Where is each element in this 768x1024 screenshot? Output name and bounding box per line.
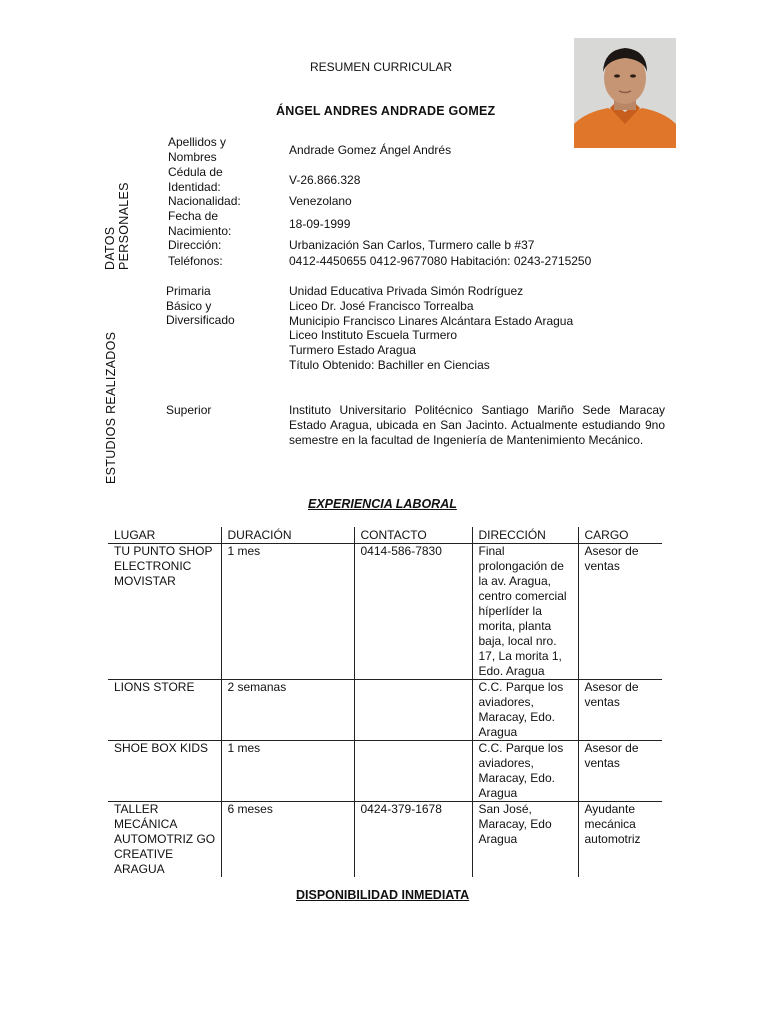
cell-address: C.C. Parque los aviadores, Maracay, Edo. Aragua	[472, 680, 578, 741]
value-birthdate: 18-09-1999	[289, 217, 351, 231]
cell-contact: 0414-586-7830	[354, 544, 472, 680]
value-address: Urbanización San Carlos, Turmero calle b #37	[289, 238, 535, 252]
cell-place: TALLER MECÁNICA AUTOMOTRIZ GO CREATIVE ARAGUA	[108, 802, 221, 878]
label-address: Dirección:	[168, 238, 222, 252]
availability-note: DISPONIBILIDAD INMEDIATA	[296, 888, 470, 902]
table-row	[108, 741, 662, 802]
header-cell: DIRECCIÓN	[472, 527, 578, 544]
experience-table	[108, 527, 662, 877]
cell-contact	[354, 680, 472, 741]
primary-line: Turmero Estado Aragua	[289, 343, 416, 358]
table-header-row	[108, 527, 662, 544]
primary-line: Liceo Dr. José Francisco Torrealba	[289, 298, 474, 313]
cell-place: LIONS STORE	[108, 680, 221, 741]
header-cell: LUGAR	[114, 528, 156, 542]
candidate-name: ÁNGEL ANDRES ANDRADE GOMEZ	[276, 104, 496, 118]
table-row	[108, 802, 662, 878]
header-cell: DURACIÓN	[221, 527, 354, 544]
value-names: Andrade Gomez Ángel Andrés	[289, 143, 452, 157]
cell-address: San José, Maracay, Edo Aragua	[472, 802, 578, 878]
cell-position: Asesor de ventas	[578, 741, 662, 802]
cell-duration: 2 semanas	[221, 680, 354, 741]
label-birthdate: Fecha de Nacimiento:	[168, 209, 232, 238]
document-title: RESUMEN CURRICULAR	[310, 60, 453, 74]
label-id: Cédula de Identidad:	[168, 165, 223, 194]
cell-address: Final prolongación de la av. Aragua, centro comercial híperlíder la morita, planta baja, local nro. 17, La morita 1, Edo. Aragua	[472, 544, 578, 680]
table-row	[108, 544, 662, 680]
cell-place: TU PUNTO SHOP ELECTRONIC MOVISTAR	[108, 544, 221, 680]
cell-duration: 1 mes	[221, 741, 354, 802]
cell-position: Asesor de ventas	[578, 544, 662, 680]
label-nationality: Nacionalidad:	[168, 194, 241, 208]
label-superior: Superior	[166, 403, 212, 417]
label-names: Apellidos y Nombres	[168, 135, 227, 164]
header-cell: CONTACTO	[354, 527, 472, 544]
primary-line: Título Obtenido: Bachiller en Ciencias	[289, 357, 490, 372]
cell-contact: 0424-379-1678	[354, 802, 472, 878]
cell-duration: 1 mes	[221, 544, 354, 680]
primary-line: Liceo Instituto Escuela Turmero	[289, 328, 458, 343]
cell-position: Ayudante mecánica automotriz	[578, 802, 662, 878]
profile-photo	[574, 38, 676, 148]
value-nationality: Venezolano	[289, 194, 352, 208]
section-label-personal: DATOS PERSONALES	[103, 182, 131, 270]
superior-studies: Instituto Universitario Politécnico Santiago Mariño Sede Maracay Estado Aragua, ubicada en San Jacinto. Actualmente estudiando 9no semestre en la facultad de Ingeniería de Mantenimiento Mecánico.	[289, 403, 665, 447]
primary-line: Unidad Educativa Privada Simón Rodríguez	[289, 284, 524, 298]
primary-studies	[289, 284, 669, 373]
value-id: V-26.866.328	[289, 173, 361, 187]
primary-line: Municipio Francisco Linares Alcántara Estado Aragua	[289, 313, 574, 328]
cell-duration: 6 meses	[221, 802, 354, 878]
cell-place: SHOE BOX KIDS	[108, 741, 221, 802]
label-phones: Teléfonos:	[168, 254, 223, 268]
header-cell: CARGO	[578, 527, 662, 544]
cell-position: Asesor de ventas	[578, 680, 662, 741]
value-phones: 0412-4450655 0412-9677080 Habitación: 0243-2715250	[289, 254, 592, 268]
section-label-studies: ESTUDIOS REALIZADOS	[104, 331, 118, 484]
label-primary: Primaria Básico y Diversificado	[166, 284, 235, 327]
table-row	[108, 680, 662, 741]
cell-contact	[354, 741, 472, 802]
cell-address: C.C. Parque los aviadores, Maracay, Edo. Aragua	[472, 741, 578, 802]
experience-heading: EXPERIENCIA LABORAL	[308, 497, 457, 511]
